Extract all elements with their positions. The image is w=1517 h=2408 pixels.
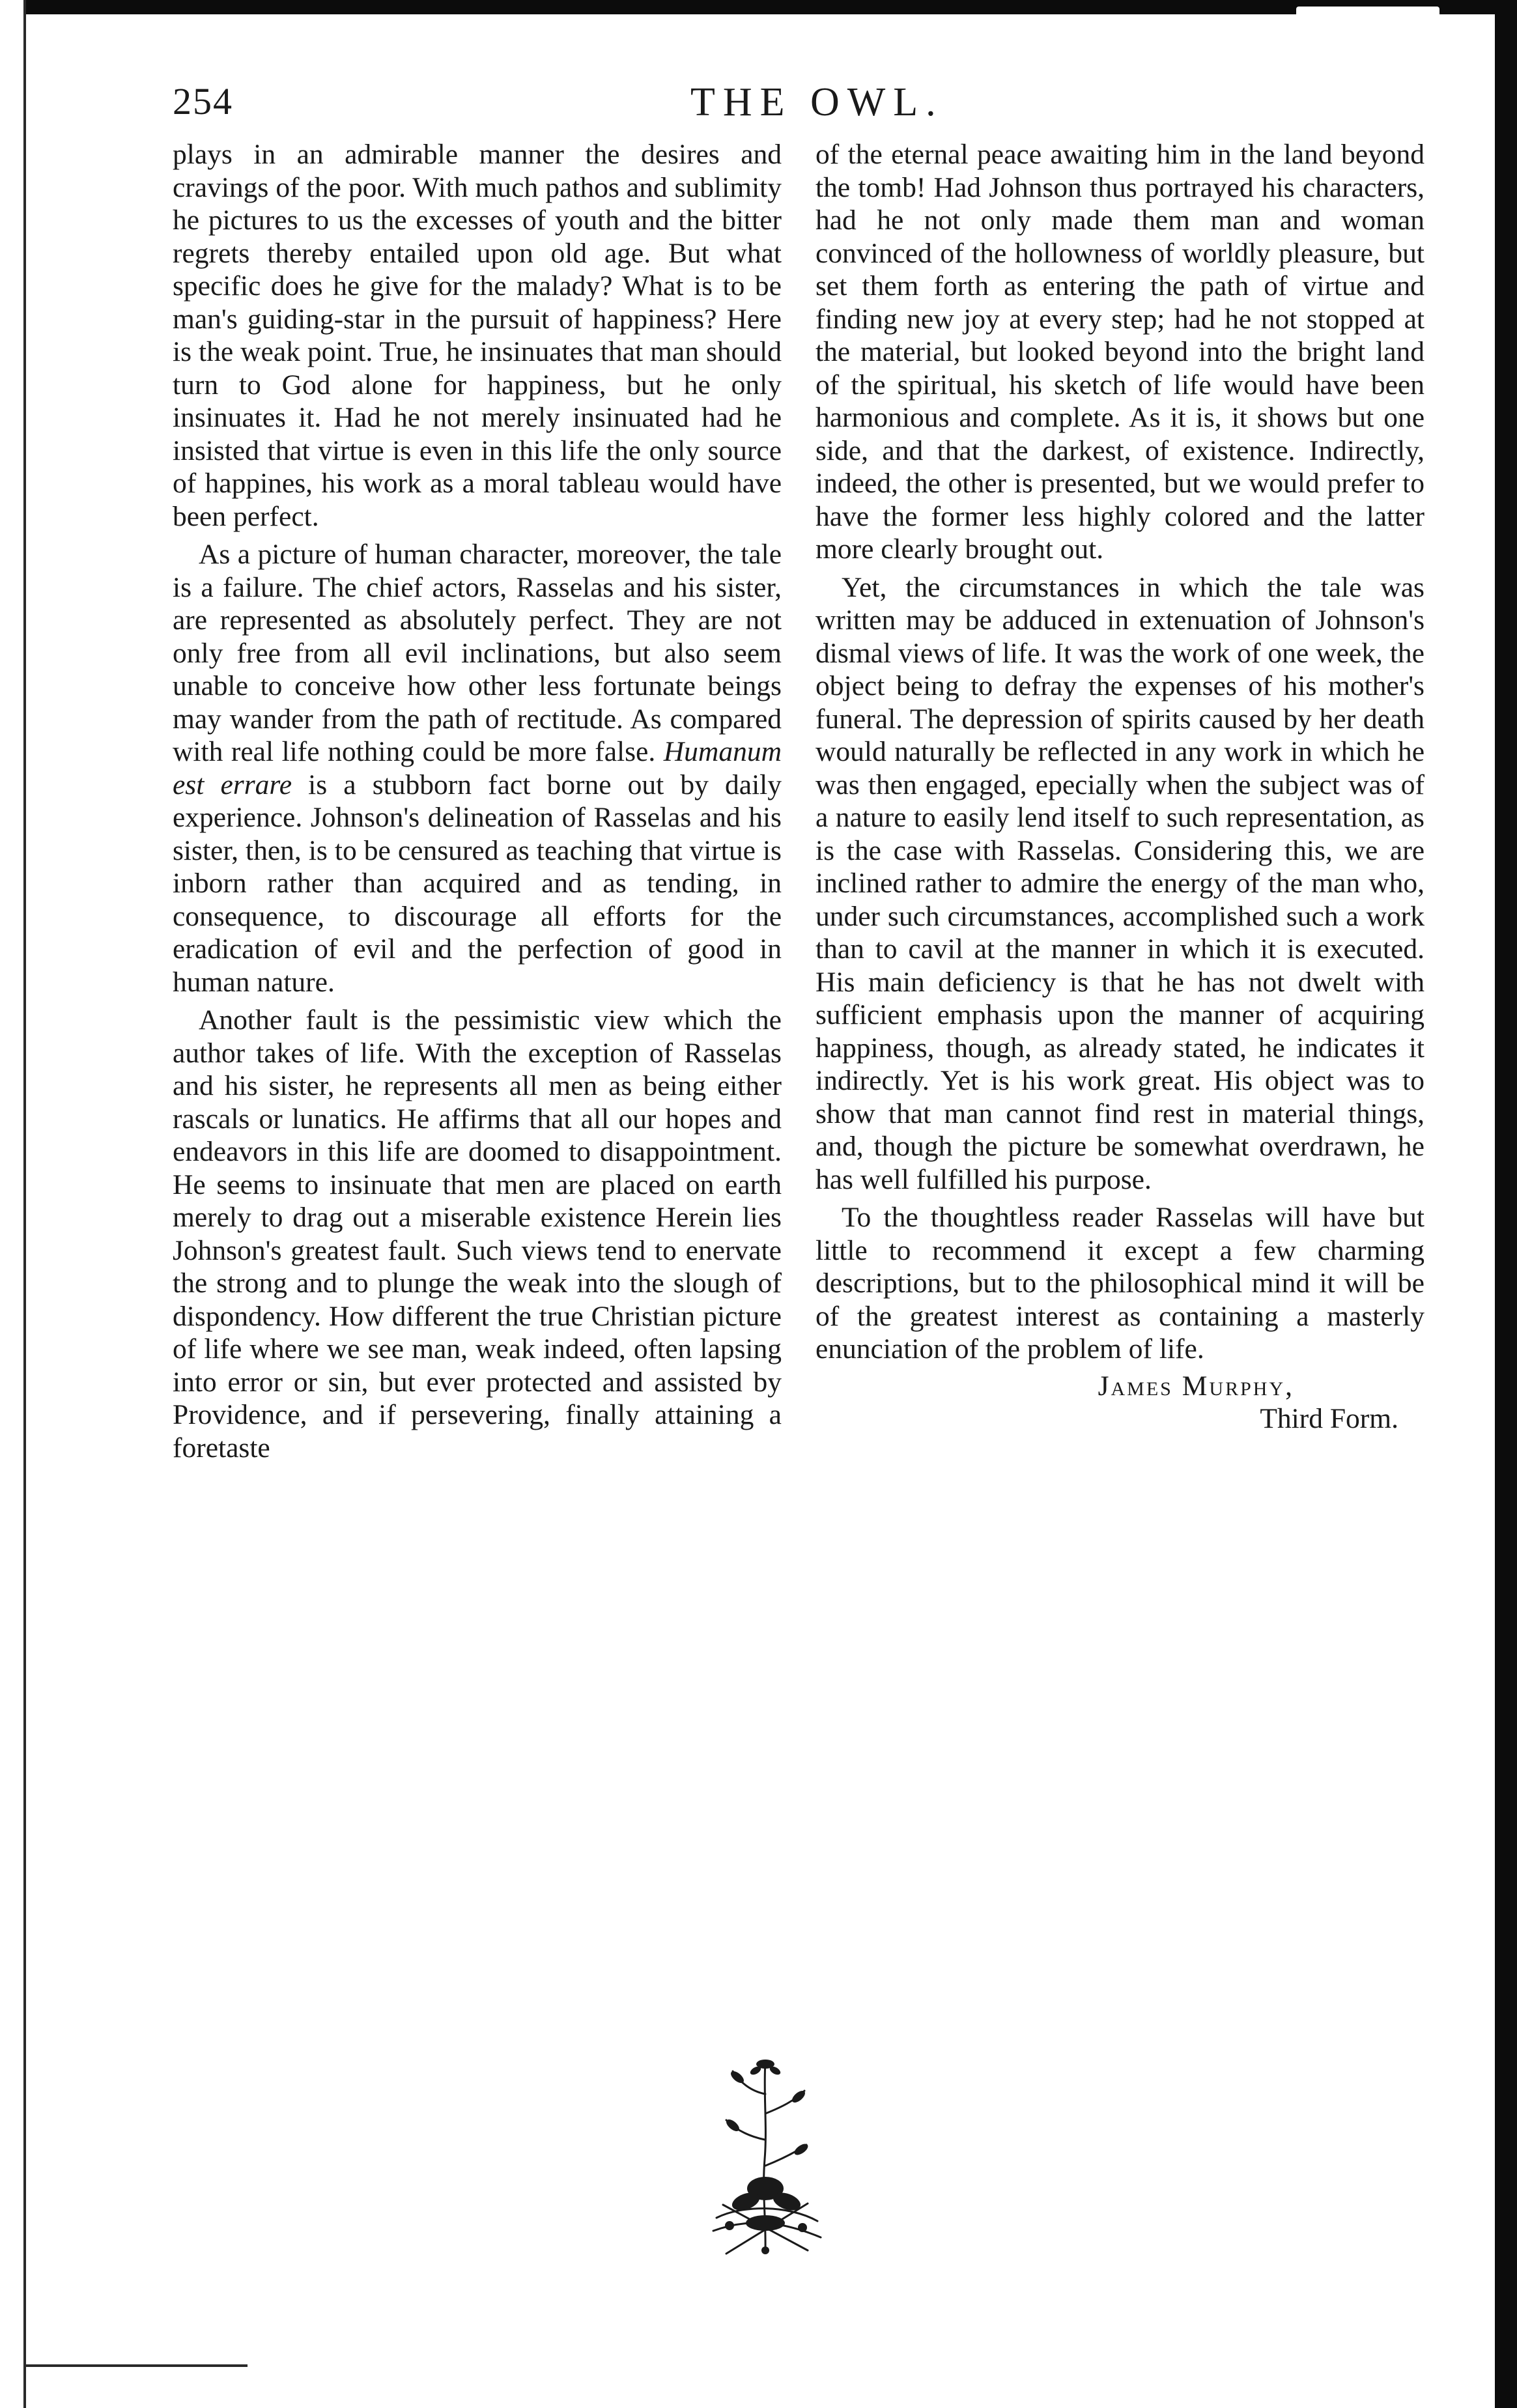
paragraph: To the thoughtless reader Rasselas will have but little to recommend it except a few charming descriptions, but to the philosophical mind it will be of the greatest interest as containing a masterly enunciation of the problem of life.	[815, 1202, 1425, 1365]
scan-border-left	[23, 0, 26, 2408]
paragraph: Another fault is the pessimistic view which the author takes of life. With the exception of Rasselas and his sister, he represents all men as being either rascals or lunatics. He affirms that all our hopes and endeavors in this life are doomed to disappointment. He seems to insinuate that men are placed on earth merely to drag out a miserable existence Herein lies Johnson's greatest fault. Such views tend to enervate the strong and to plunge the weak into the slough of dispondency. How different the true Christian picture of life where we see man, weak indeed, often lapsing into error or sin, but ever protected and assisted by Providence, and if persevering, finally attaining a foretaste	[173, 1004, 782, 1464]
paragraph: plays in an admirable manner the desires and cravings of the poor. With much pathos and sublimity he pictures to us the excesses of youth and the bitter regrets thereby entailed upon old age. But what specific does he give for the malady? What is to be man's guiding-star in the pursuit of happiness? Here is the weak point. True, he insinuates that man should turn to God alone for happiness, but he only insinuates it. Had he not merely insinuated had he insisted that virtue is even in this life the only source of happines, his work as a moral tableau would have been perfect.	[173, 139, 782, 532]
page-number: 254	[173, 80, 233, 122]
scan-border-top	[26, 0, 1517, 14]
running-head	[0, 79, 1517, 132]
journal-title: THE OWL.	[690, 80, 944, 124]
right-column	[815, 138, 1425, 1436]
paragraph-text: is a stubborn fact borne out by daily experience. Johnson's delineation of Rasselas and his sister, then, is to be censured as teaching that virtue is inborn rather than acquired and as tending, in consequence, to discourage all efforts for the eradication of evil and the perfection of good in human nature.	[173, 769, 782, 998]
scan-border-bottom	[26, 2364, 248, 2367]
paragraph	[173, 538, 782, 999]
paragraph: Yet, the circumstances in which the tale was written may be adduced in extenuation of Johnson's dismal views of life. It was the work of one week, the object being to defray the expenses of his mother's funeral. The depression of spirits caused by her death would naturally be reflected in any work in which he was then engaged, epecially when the subject was of a nature to easily lend itself to such representation, as is the case with Rasselas. Considering this, we are inclined rather to admire the energy of the man who, under such circumstances, accomplished such a work than to cavil at the manner in which it is executed. His main deficiency is that he has not dwelt with sufficient emphasis upon the manner of acquiring happiness, though, as already stated, he indicates it indirectly. Yet is his work great. His object was to show that man cannot find rest in material things, and, though the picture be somewhat overdrawn, he has well fulfilled his purpose.	[815, 571, 1425, 1195]
scan-border-right	[1495, 0, 1517, 2408]
left-column	[173, 138, 782, 1464]
paragraph: of the eternal peace awaiting him in the land beyond the tomb! Had Johnson thus portrayed his characters, had he not only made them man and woman convinced of the hollowness of worldly pleasure, but set them forth as entering the path of virtue and finding new joy at every step; had he not stopped at the material, but looked beyond into the bright land of the spiritual, his sketch of life would have been harmonious and complete. As it is, it shows but one side, and that the darkest, of existence. Indirectly, indeed, the other is presented, but we would prefer to have the former less highly colored and the latter more clearly brought out.	[815, 139, 1425, 565]
author-signature: James Murphy,	[1098, 1370, 1294, 1402]
paragraph-text: As a picture of human character, moreover, the tale is a failure. The chief actors, Rasselas and his sister, are represented as absolutely perfect. They are not only free from all evil inclinations, but also seem unable to conceive how other less fortunate beings may wander from the path of rectitude. As compared with real life nothing could be more false.	[173, 539, 782, 767]
scan-border-notch	[1296, 7, 1439, 17]
author-form: Third Form.	[1260, 1403, 1398, 1434]
latin-phrase: Humanum est errare	[173, 736, 782, 800]
floral-tailpiece-icon	[703, 2055, 827, 2270]
